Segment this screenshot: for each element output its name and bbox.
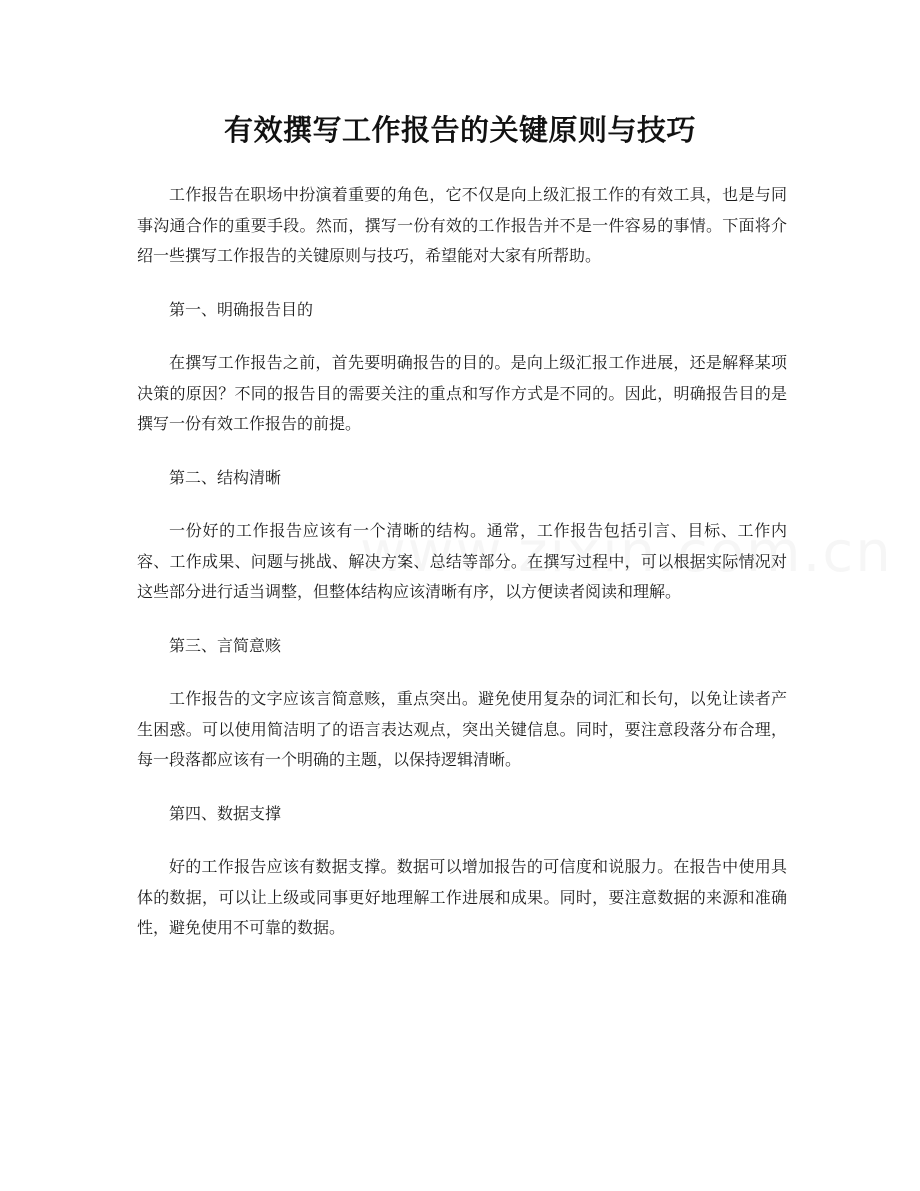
section-heading-2: 第二、结构清晰 xyxy=(169,467,282,487)
document-title: 有效撰写工作报告的关键原则与技巧 xyxy=(223,113,696,147)
document-body xyxy=(137,180,787,967)
section-paragraph-1: 在撰写工作报告之前，首先要明确报告的目的。是向上级汇报工作进展，还是解释某项决策的原因？不同的报告目的需要关注的重点和写作方式是不同的。因此，明确报告目的是撰写一份有效工作报告的前提。 xyxy=(137,353,787,433)
section-heading-4: 第四、数据支撑 xyxy=(169,803,282,823)
section-heading-3: 第三、言简意赅 xyxy=(169,635,282,655)
section-paragraph-2: 一份好的工作报告应该有一个清晰的结构。通常，工作报告包括引言、目标、工作内容、工作成果、问题与挑战、解决方案、总结等部分。在撰写过程中，可以根据实际情况对这些部分进行适当调整，但整体结构应该清晰有序，以方便读者阅读和理解。 xyxy=(137,521,787,601)
section-heading-1: 第一、明确报告目的 xyxy=(169,299,314,319)
section-paragraph-4: 好的工作报告应该有数据支撑。数据可以增加报告的可信度和说服力。在报告中使用具体的数据，可以让上级或同事更好地理解工作进展和成果。同时，要注意数据的来源和准确性，避免使用不可靠的数据。 xyxy=(137,857,787,937)
intro-paragraph: 工作报告在职场中扮演着重要的角色，它不仅是向上级汇报工作的有效工具，也是与同事沟通合作的重要手段。然而，撰写一份有效的工作报告并不是一件容易的事情。下面将介绍一些撰写工作报告的关键原则与技巧，希望能对大家有所帮助。 xyxy=(137,185,787,265)
section-paragraph-3: 工作报告的文字应该言简意赅，重点突出。避免使用复杂的词汇和长句，以免让读者产生困惑。可以使用简洁明了的语言表达观点，突出关键信息。同时，要注意段落分布合理，每一段落都应该有一个明确的主题，以保持逻辑清晰。 xyxy=(137,689,787,769)
